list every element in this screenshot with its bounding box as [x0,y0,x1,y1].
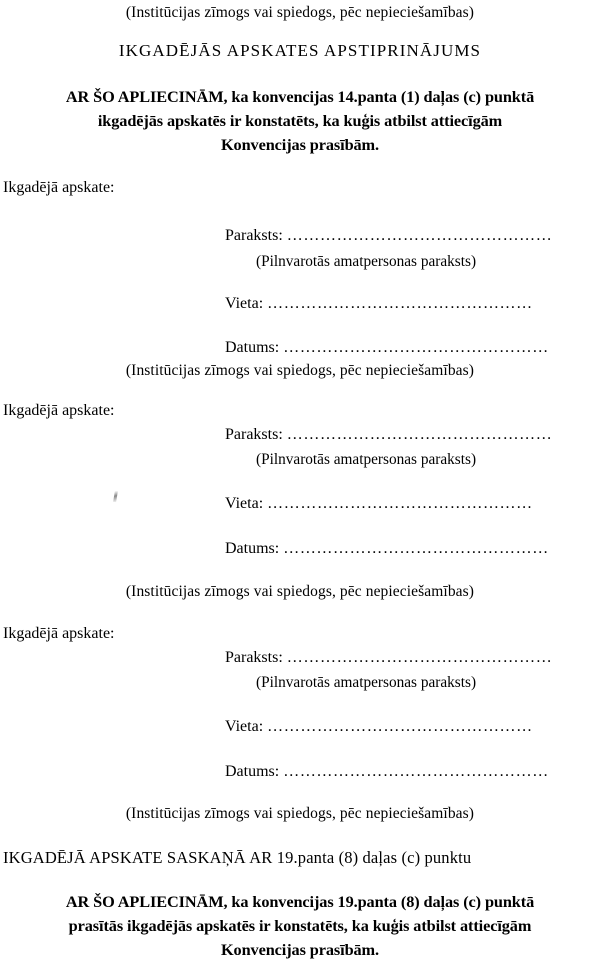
place-label: Vieta: [225,718,264,735]
date-dotted-line[interactable]: ………………………………………… [283,763,549,780]
page-title: IKGADĒJĀS APSKATES APSTIPRINĀJUMS [118,41,482,60]
scan-artifact-mark [113,491,118,502]
declaration-bottom-line-1: AR ŠO APLIECINĀM, ka konvencijas 19.panta (8) daļas (c) punktā [65,892,535,911]
signature-dotted-line[interactable]: ………………………………………… [286,227,553,244]
date-label: Datums: [225,763,280,780]
place-label: Vieta: [225,295,264,312]
place-dotted-line[interactable]: ………………………………………… [267,495,533,512]
survey-block-2-signature-caption: (Pilnvarotās amatpersonas paraksts) [256,451,477,468]
survey-block-3-date-field[interactable] [225,764,549,780]
signature-dotted-line[interactable]: ………………………………………… [286,649,553,666]
stamp-note-block-1: (Institūcijas zīmogs vai spiedogs, pēc nepieciešamības) [125,362,475,379]
section-heading-article-19: IKGADĒJĀ APSKATE SASKAŅĀ AR 19.panta (8) daļas (c) punktu [3,848,472,867]
date-label: Datums: [225,540,280,557]
declaration-top-line-1: AR ŠO APLIECINĀM, ka konvencijas 14.panta (1) daļas (c) punktā [65,87,535,106]
survey-block-1-date-field[interactable] [225,340,549,356]
stamp-note-top: (Institūcijas zīmogs vai spiedogs, pēc nepieciešamības) [125,4,475,21]
survey-block-2-signature-field[interactable] [225,427,552,443]
survey-block-3-place-field[interactable] [225,719,533,735]
date-dotted-line[interactable]: ………………………………………… [283,339,549,356]
survey-block-1-label: Ikgadējā apskate: [3,179,115,196]
signature-label: Paraksts: [225,227,283,244]
place-dotted-line[interactable]: ………………………………………… [267,295,533,312]
date-label: Datums: [225,339,280,356]
declaration-top-line-2: ikgadējās apskatēs ir konstatēts, ka kuģis atbilst attiecīgām [97,111,503,130]
place-label: Vieta: [225,495,264,512]
place-dotted-line[interactable]: ………………………………………… [267,718,533,735]
stamp-note-block-3: (Institūcijas zīmogs vai spiedogs, pēc nepieciešamības) [125,805,475,822]
signature-label: Paraksts: [225,649,283,666]
survey-block-2-label: Ikgadējā apskate: [3,402,115,419]
survey-block-2-date-field[interactable] [225,541,549,557]
survey-block-3-signature-caption: (Pilnvarotās amatpersonas paraksts) [256,674,477,691]
survey-block-2-place-field[interactable] [225,496,533,512]
declaration-top-line-3: Konvencijas prasībām. [220,135,379,154]
survey-block-1-signature-field[interactable] [225,228,552,244]
survey-block-3-signature-field[interactable] [225,650,552,666]
signature-label: Paraksts: [225,426,283,443]
survey-block-1-signature-caption: (Pilnvarotās amatpersonas paraksts) [256,253,477,270]
declaration-bottom-line-3: Konvencijas prasībām. [220,940,379,959]
signature-dotted-line[interactable]: ………………………………………… [286,426,553,443]
survey-block-1-place-field[interactable] [225,296,533,312]
date-dotted-line[interactable]: ………………………………………… [283,540,549,557]
declaration-bottom-line-2: prasītās ikgadējās apskatēs ir konstatēts, ka kuģis atbilst attiecīgām [68,916,532,935]
stamp-note-block-2: (Institūcijas zīmogs vai spiedogs, pēc nepieciešamības) [125,583,475,600]
survey-block-3-label: Ikgadējā apskate: [3,625,115,642]
